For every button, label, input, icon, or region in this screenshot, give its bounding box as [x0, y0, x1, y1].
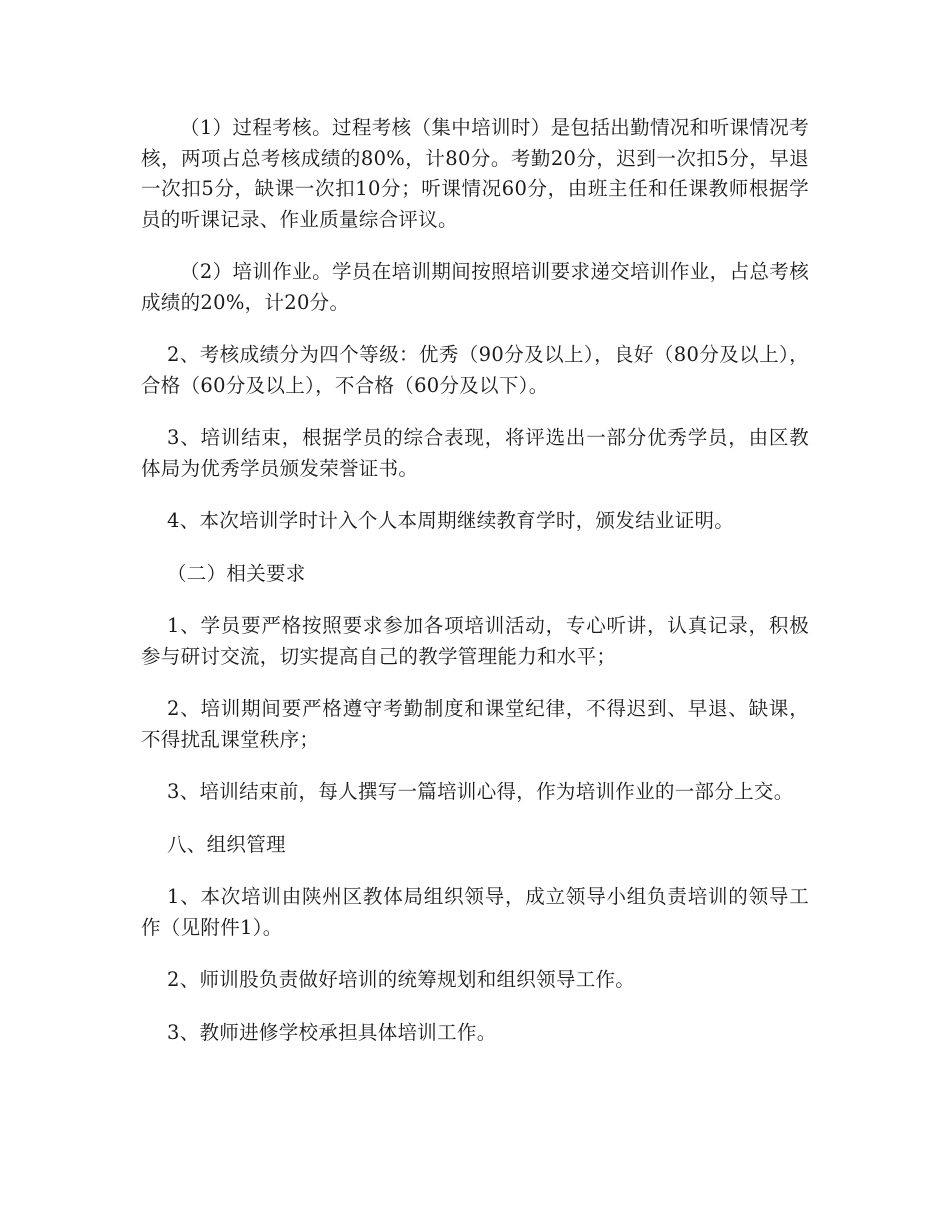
paragraph-organization-1: 1、本次培训由陕州区教体局组织领导，成立领导小组负责培训的领导工作（见附件1）。	[141, 885, 809, 939]
section-heading-requirements: （二）相关要求	[167, 561, 306, 585]
paragraph-process-assessment: （1）过程考核。过程考核（集中培训时）是包括出勤情况和听课情况考核，两项占总考核成绩的80%，计80分。考勤20分，迟到一次扣5分，早退一次扣5分，缺课一次扣10分；听课情况60分，由班主任和任课教师根据学员的听课记录、作业质量综合评议。	[141, 116, 809, 231]
paragraph-requirement-1: 1、学员要严格按照要求参加各项培训活动，专心听讲，认真记录，积极参与研讨交流，切实提高自己的教学管理能力和水平；	[141, 614, 809, 668]
paragraph-grade-levels: 2、考核成绩分为四个等级：优秀（90分及以上），良好（80分及以上），合格（60分及以上），不合格（60分及以下）。	[141, 343, 809, 397]
paragraph-training-assignment: （2）培训作业。学员在培训期间按照培训要求递交培训作业，占总考核成绩的20%，计20分。	[141, 260, 809, 314]
paragraph-requirement-3: 3、培训结束前，每人撰写一篇培训心得，作为培训作业的一部分上交。	[167, 780, 794, 803]
document-body	[141, 113, 809, 1070]
paragraph-requirement-2: 2、培训期间要严格遵守考勤制度和课堂纪律，不得迟到、早退、缺课，不得扰乱课堂秩序；	[141, 697, 809, 751]
paragraph-organization-3: 3、教师进修学校承担具体培训工作。	[167, 1020, 497, 1044]
section-heading-organization: 八、组织管理	[167, 832, 286, 856]
paragraph-credit-hours: 4、本次培训学时计入个人本周期继续教育学时，颁发结业证明。	[167, 509, 735, 532]
paragraph-excellent-students: 3、培训结束，根据学员的综合表现，将评选出一部分优秀学员，由区教体局为优秀学员颁发荣誉证书。	[141, 426, 809, 480]
paragraph-organization-2: 2、师训股负责做好培训的统筹规划和组织领导工作。	[167, 968, 636, 991]
